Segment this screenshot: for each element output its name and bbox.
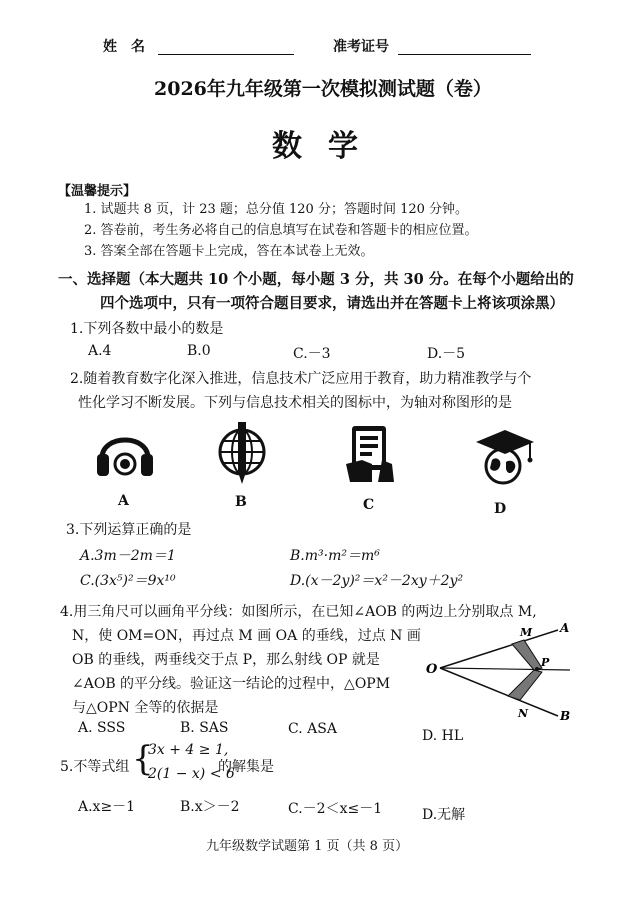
q5-stem-suffix: 的解集是 bbox=[218, 759, 274, 775]
tip-item: 3. 答案全部在答题卡上完成，答在本试卷上无效。 bbox=[84, 244, 374, 259]
set-square-bottom bbox=[508, 670, 542, 700]
q4-stem-line: OB 的垂线，两垂线交于点 P，那么射线 OP 就是 bbox=[72, 652, 380, 668]
q3-option-b[interactable]: B.m³·m²＝m⁶ bbox=[290, 548, 380, 564]
q5-option-c[interactable]: C.－2＜x≤－1 bbox=[288, 801, 383, 817]
q1-stem: 1.下列各数中最小的数是 bbox=[70, 321, 224, 337]
label-a: A bbox=[560, 621, 570, 635]
q4-stem-line: N，使 OM=ON，再过点 M 画 OA 的垂线，过点 N 画 bbox=[72, 628, 421, 644]
q2-option-b-label[interactable]: B bbox=[235, 494, 247, 510]
exam-title: 2026年九年级第一次模拟测试题（卷） bbox=[154, 78, 492, 100]
q5-option-d[interactable]: D.无解 bbox=[422, 807, 466, 823]
exam-id-label: 准考证号 bbox=[333, 39, 389, 55]
q2-stem: 2.随着教育数字化深入推进，信息技术广泛应用于教育，助力精准教学与个 bbox=[70, 371, 532, 387]
q3-option-a[interactable]: A.3m－2m＝1 bbox=[80, 548, 176, 564]
section-heading: 一、选择题（本大题共 10 个小题，每小题 3 分，共 30 分。在每个小题给出的 bbox=[58, 271, 574, 288]
label-o: O bbox=[426, 662, 438, 677]
label-n: N bbox=[518, 707, 529, 720]
q2-option-c-label[interactable]: C bbox=[363, 497, 375, 513]
section-heading-cont: 四个选项中，只有一项符合题目要求，请选出并在答题卡上将该项涂黑） bbox=[100, 295, 564, 312]
q2-option-d-label[interactable]: D bbox=[494, 501, 507, 517]
q1-option-b[interactable]: B.0 bbox=[187, 343, 211, 359]
exam-id-line[interactable] bbox=[398, 36, 531, 55]
q5-inequality-1: 3x + 4 ≥ 1, bbox=[148, 742, 229, 758]
q4-stem-line: ∠AOB 的平分线。验证这一结论的过程中，△OPM bbox=[72, 676, 391, 692]
label-b: B bbox=[560, 709, 571, 723]
point-p bbox=[535, 667, 539, 671]
label-p: P bbox=[541, 656, 550, 669]
q5-stem-prefix: 5.不等式组 bbox=[60, 759, 130, 775]
tip-item: 1. 试题共 8 页，计 23 题；总分值 120 分；答题时间 120 分钟。 bbox=[84, 202, 469, 217]
tip-item: 2. 答卷前，考生务必将自己的信息填写在试卷和答题卡的相应位置。 bbox=[84, 223, 478, 238]
q5-option-a[interactable]: A.x≥－1 bbox=[78, 799, 136, 815]
q3-option-d[interactable]: D.(x－2y)²＝x²－2xy＋2y² bbox=[290, 573, 464, 589]
q5-inequality-2: 2(1 − x) < 6 bbox=[148, 766, 235, 782]
subject-title: 数学 bbox=[272, 129, 384, 164]
q4-option-a[interactable]: A. SSS bbox=[78, 720, 126, 736]
headset-icon bbox=[92, 424, 158, 484]
angle-bisector-figure bbox=[420, 618, 580, 728]
q4-stem-line: 与△OPN 全等的依据是 bbox=[72, 700, 219, 716]
set-square-top bbox=[512, 640, 542, 670]
q3-stem: 3.下列运算正确的是 bbox=[66, 522, 192, 538]
globe-pen-icon bbox=[214, 422, 270, 488]
q4-stem-line: 4.用三角尺可以画角平分线：如图所示，在已知∠AOB 的两边上分别取点 M, bbox=[60, 604, 537, 620]
q5-brace: { bbox=[132, 739, 154, 779]
name-field-line[interactable] bbox=[158, 36, 294, 55]
q2-option-a-label[interactable]: A bbox=[118, 493, 129, 509]
q3-option-c[interactable]: C.(3x⁵)²＝9x¹⁰ bbox=[80, 573, 176, 589]
q1-option-a[interactable]: A.4 bbox=[88, 343, 112, 359]
q5-option-b[interactable]: B.x＞－2 bbox=[180, 799, 240, 815]
q4-option-d[interactable]: D. HL bbox=[422, 728, 464, 744]
q2-stem-cont: 性化学习不断发展。下列与信息技术相关的图标中，为轴对称图形的是 bbox=[78, 395, 512, 411]
hand-tablet-icon bbox=[342, 424, 398, 484]
q4-option-c[interactable]: C. ASA bbox=[288, 721, 337, 737]
graduation-globe-icon bbox=[472, 426, 538, 486]
page-footer: 九年级数学试题第 1 页（共 8 页） bbox=[206, 839, 409, 854]
tips-heading: 【温馨提示】 bbox=[58, 184, 137, 199]
name-field-label: 姓 名 bbox=[103, 39, 145, 55]
ray-op bbox=[440, 668, 570, 670]
q4-option-b[interactable]: B. SAS bbox=[180, 720, 229, 736]
label-m: M bbox=[520, 626, 533, 639]
q1-option-c[interactable]: C.－3 bbox=[293, 346, 331, 362]
q1-option-d[interactable]: D.－5 bbox=[427, 346, 466, 362]
ray-ob bbox=[440, 668, 558, 716]
